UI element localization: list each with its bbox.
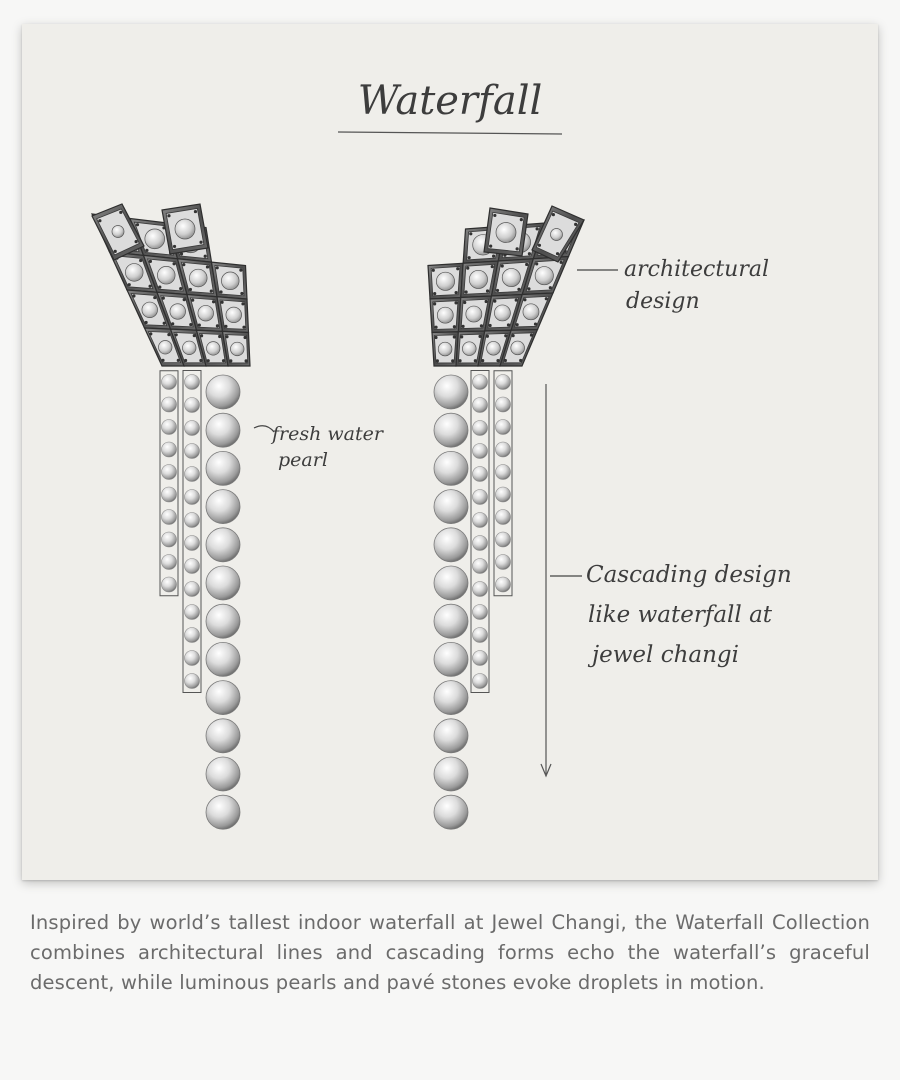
pave-stone	[226, 307, 242, 323]
pearl	[206, 795, 240, 829]
prong	[219, 290, 222, 293]
prong	[149, 285, 152, 288]
prong	[501, 264, 504, 267]
prong	[504, 359, 507, 362]
pearl	[206, 566, 240, 600]
small-pearl	[185, 651, 200, 666]
small-pearl	[185, 375, 200, 390]
left-architectural-top	[92, 204, 250, 366]
prong	[455, 291, 458, 294]
prong	[183, 298, 186, 301]
prong	[433, 302, 436, 305]
prong	[222, 359, 225, 362]
prong	[534, 323, 537, 326]
pave-stone	[502, 268, 520, 286]
prong	[517, 288, 520, 291]
prong	[239, 269, 242, 272]
prong	[432, 269, 435, 272]
prong	[436, 359, 439, 362]
prong	[179, 287, 182, 290]
prong	[507, 323, 510, 326]
small-pearl	[473, 467, 488, 482]
left-pave-columns	[160, 371, 201, 693]
prong	[163, 322, 166, 325]
sketch-canvas	[22, 24, 878, 880]
pave-stone	[175, 219, 195, 239]
prong	[175, 333, 178, 336]
prong	[451, 359, 454, 362]
pave-stone	[469, 270, 487, 288]
pearl	[206, 490, 240, 524]
prong	[481, 359, 484, 362]
small-pearl	[162, 465, 177, 480]
small-pearl	[496, 577, 511, 592]
pearl	[434, 604, 468, 638]
prong	[491, 265, 494, 268]
pearl	[434, 795, 468, 829]
prong	[485, 300, 488, 303]
small-pearl	[496, 532, 511, 547]
pave-stone	[125, 264, 143, 282]
small-pearl	[162, 532, 177, 547]
prong	[516, 247, 519, 250]
prong	[240, 292, 243, 295]
down-arrow-icon	[541, 384, 551, 776]
prong	[486, 289, 489, 292]
prong	[158, 285, 161, 288]
cascade-annotation-line2: like waterfall at	[588, 602, 773, 628]
pave-stone	[438, 342, 452, 356]
pearl	[206, 413, 240, 447]
prong	[191, 299, 194, 302]
small-pearl	[185, 398, 200, 413]
pearl	[206, 451, 240, 485]
pave-stone	[551, 229, 563, 241]
prong	[242, 326, 245, 329]
cascade-annotation-line1: Cascading design	[586, 562, 792, 588]
prong	[136, 223, 139, 226]
prong	[182, 263, 185, 266]
pearl	[434, 451, 468, 485]
prong	[530, 333, 533, 336]
prong	[206, 265, 209, 268]
prong	[199, 241, 202, 244]
pave-stone	[436, 272, 454, 290]
earring-right-illustration	[428, 206, 584, 829]
prong	[167, 333, 170, 336]
small-pearl	[162, 555, 177, 570]
architectural-annotation-line1: architectural	[624, 257, 770, 282]
small-pearl	[185, 536, 200, 551]
pave-stone	[511, 341, 525, 355]
prong	[229, 359, 232, 362]
prong	[194, 210, 197, 213]
prong	[493, 300, 496, 303]
prong	[556, 252, 559, 255]
small-pearl	[473, 559, 488, 574]
prong	[193, 334, 196, 337]
prong	[224, 325, 227, 328]
pearl	[206, 757, 240, 791]
prong	[515, 298, 518, 301]
pave-stone	[158, 341, 172, 355]
small-pearl	[473, 674, 488, 689]
sketch-card	[22, 24, 878, 880]
pave-column-frame	[471, 371, 489, 693]
prong	[225, 335, 228, 338]
small-pearl	[185, 490, 200, 505]
pave-stone	[494, 305, 510, 321]
small-pearl	[162, 420, 177, 435]
prong	[489, 244, 492, 247]
pave-stone	[206, 342, 220, 356]
prong	[527, 287, 530, 290]
small-pearl	[185, 421, 200, 436]
prong	[519, 359, 522, 362]
prong	[199, 359, 202, 362]
small-pearl	[473, 536, 488, 551]
pearl	[434, 490, 468, 524]
pearl-annotation-line2: pearl	[278, 449, 328, 471]
small-pearl	[162, 397, 177, 412]
prong	[545, 297, 548, 300]
pearl	[434, 719, 468, 753]
prong	[512, 334, 515, 337]
pave-stone	[221, 272, 239, 290]
pave-stone	[230, 342, 244, 356]
prong	[549, 286, 552, 289]
prong	[132, 294, 135, 297]
prong	[456, 267, 459, 270]
sketch-title: Waterfall	[357, 78, 543, 124]
prong	[496, 359, 499, 362]
prong	[528, 252, 531, 255]
cascade-annotation-line3: jewel changi	[592, 642, 740, 668]
small-pearl	[185, 674, 200, 689]
prong	[434, 326, 437, 329]
small-pearl	[185, 605, 200, 620]
pearl	[434, 566, 468, 600]
prong	[488, 324, 491, 327]
small-pearl	[473, 375, 488, 390]
prong	[198, 323, 201, 326]
prong	[144, 321, 147, 324]
small-pearl	[473, 398, 488, 413]
prong	[460, 335, 463, 338]
small-pearl	[473, 582, 488, 597]
prong	[173, 245, 176, 248]
pave-column-frame	[183, 371, 201, 693]
prong	[536, 227, 539, 230]
small-pearl	[185, 513, 200, 528]
prong	[149, 260, 152, 263]
prong	[434, 336, 437, 339]
small-pearl	[473, 605, 488, 620]
small-pearl	[162, 375, 177, 390]
right-pearl-column	[434, 375, 468, 829]
prong	[114, 250, 117, 253]
pave-stone	[466, 306, 482, 322]
prong	[177, 359, 180, 362]
small-pearl	[185, 467, 200, 482]
pave-stone	[462, 342, 476, 356]
pearl-annotation-line1: fresh water	[272, 423, 383, 445]
prong	[535, 262, 538, 265]
prong	[492, 254, 495, 257]
pave-stone	[437, 307, 453, 323]
pave-stone	[487, 341, 501, 355]
small-pearl	[496, 442, 511, 457]
pearl	[434, 413, 468, 447]
small-pearl	[162, 577, 177, 592]
pearl	[434, 642, 468, 676]
pave-stone	[112, 226, 124, 238]
prong	[135, 240, 138, 243]
pearl	[206, 528, 240, 562]
prong	[153, 296, 156, 299]
pave-stone	[496, 223, 516, 243]
prong	[245, 359, 248, 362]
prong	[433, 292, 436, 295]
prong	[204, 255, 207, 258]
prong	[560, 261, 563, 264]
small-pearl	[496, 487, 511, 502]
prong	[210, 289, 213, 292]
small-pearl	[496, 420, 511, 435]
prong	[200, 334, 203, 337]
earring-left-illustration	[92, 204, 250, 829]
prong	[523, 298, 526, 301]
title-underline	[338, 132, 562, 134]
prong	[189, 323, 192, 326]
prong	[453, 335, 456, 338]
small-pearl	[496, 375, 511, 390]
right-architectural-top	[428, 206, 584, 366]
prong	[504, 334, 507, 337]
prong	[207, 359, 210, 362]
small-pearl	[496, 555, 511, 570]
prong	[241, 302, 244, 305]
small-pearl	[185, 559, 200, 574]
small-pearl	[185, 582, 200, 597]
pearl	[434, 681, 468, 715]
prong	[189, 288, 192, 291]
small-pearl	[473, 628, 488, 643]
small-pearl	[473, 513, 488, 528]
small-pearl	[496, 397, 511, 412]
prong	[220, 301, 223, 304]
pave-stone	[182, 341, 196, 355]
prong	[216, 324, 219, 327]
prong	[98, 219, 101, 222]
small-pearl	[473, 651, 488, 666]
prong	[525, 263, 528, 266]
pearl	[206, 719, 240, 753]
architectural-annotation-line2: design	[626, 289, 700, 314]
prong	[128, 283, 131, 286]
pearl	[206, 375, 240, 409]
prong	[167, 214, 170, 217]
pave-stone	[189, 269, 207, 287]
small-pearl	[162, 510, 177, 525]
prong	[480, 324, 483, 327]
prong	[454, 301, 457, 304]
small-pearl	[473, 421, 488, 436]
prong	[474, 359, 477, 362]
prong	[161, 359, 164, 362]
right-pave-columns	[471, 371, 512, 693]
prong	[520, 218, 523, 221]
pave-stone	[157, 266, 175, 284]
prong	[119, 211, 122, 214]
prong	[464, 290, 467, 293]
pearl	[206, 681, 240, 715]
pearl	[434, 757, 468, 791]
small-pearl	[496, 465, 511, 480]
prong	[574, 223, 577, 226]
pearl-leader-line	[254, 426, 274, 432]
prong	[461, 325, 464, 328]
prong	[463, 301, 466, 304]
prong	[212, 300, 215, 303]
prong	[466, 267, 469, 270]
prong	[184, 359, 187, 362]
prong	[486, 335, 489, 338]
prong	[218, 335, 221, 338]
small-pearl	[473, 444, 488, 459]
prong	[172, 262, 175, 265]
prong	[496, 289, 499, 292]
prong	[145, 249, 148, 252]
pearl	[206, 604, 240, 638]
pearl	[206, 642, 240, 676]
small-pearl	[185, 444, 200, 459]
prong	[216, 266, 219, 269]
collection-description: Inspired by world’s tallest indoor waterfall at Jewel Changi, the Waterfall Collection combines architectural lines and cascading forms echo the waterfall’s graceful descent, while luminous pearls and pavé stones evoke droplets in motion.	[30, 911, 870, 994]
prong	[468, 256, 471, 259]
small-pearl	[185, 628, 200, 643]
small-pearl	[162, 442, 177, 457]
prong	[139, 259, 142, 262]
pave-stone	[535, 267, 553, 285]
prong	[478, 335, 481, 338]
prong	[149, 332, 152, 335]
pave-stone	[523, 304, 539, 320]
small-pearl	[162, 487, 177, 502]
pave-stone	[145, 229, 165, 249]
prong	[516, 323, 519, 326]
pave-stone	[198, 305, 214, 321]
small-pearl	[473, 490, 488, 505]
pearl	[434, 528, 468, 562]
prong	[458, 359, 461, 362]
pave-stone	[170, 304, 186, 320]
left-pearl-column	[206, 375, 240, 829]
prong	[469, 232, 472, 235]
prong	[493, 214, 496, 217]
prong	[171, 322, 174, 325]
prong	[538, 244, 541, 247]
prong	[162, 296, 165, 299]
prong	[243, 336, 246, 339]
pave-stone	[142, 302, 158, 318]
prong	[453, 325, 456, 328]
prong	[552, 213, 555, 216]
small-pearl	[496, 510, 511, 525]
pearl	[434, 375, 468, 409]
